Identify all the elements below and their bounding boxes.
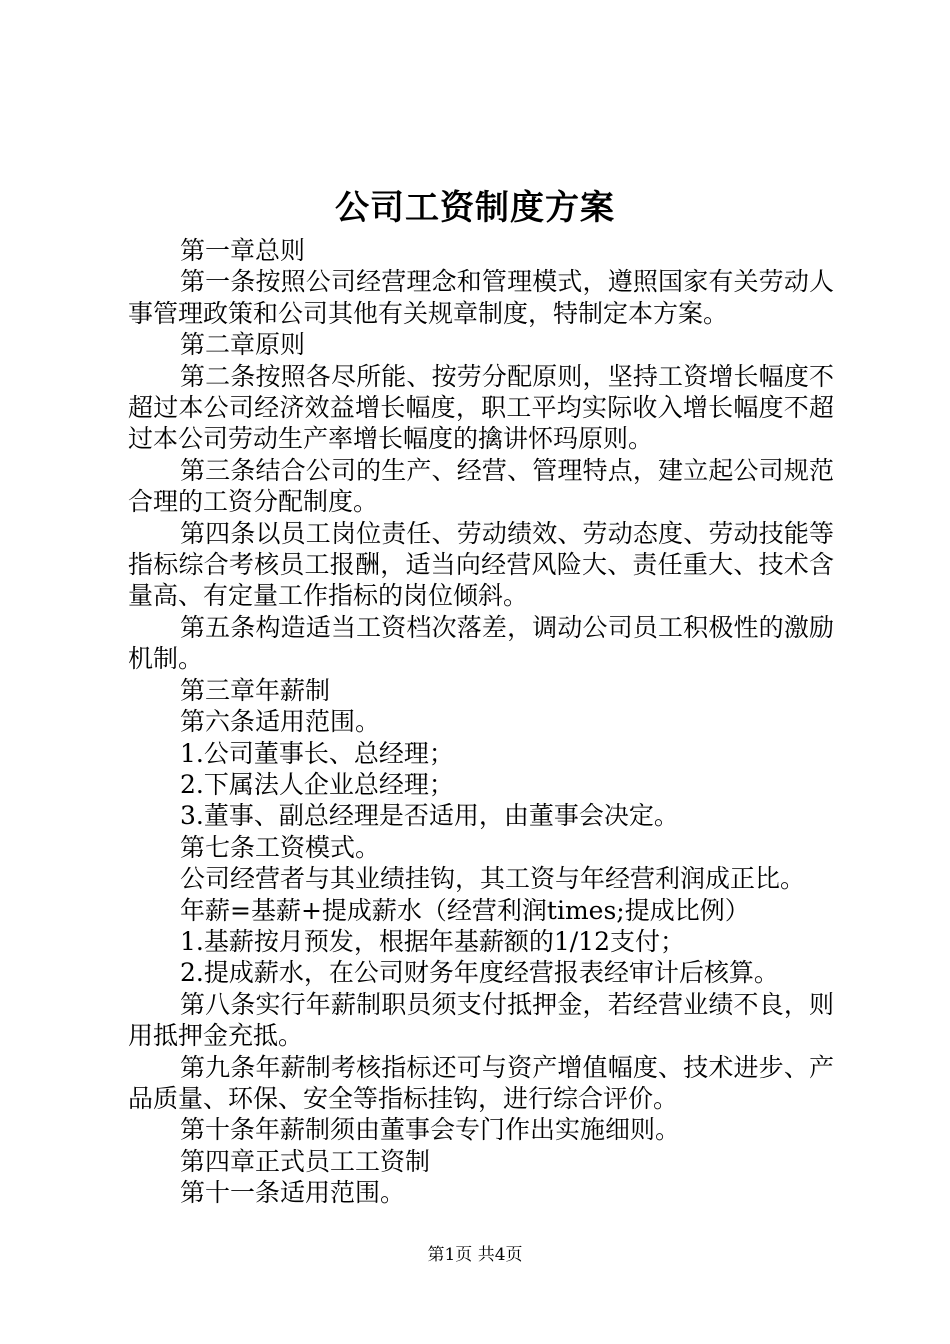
article-paragraph: 第六条适用范围。 bbox=[180, 707, 381, 737]
article-paragraph: 第七条工资模式。 bbox=[180, 832, 381, 862]
chapter-heading: 第二章原则 bbox=[180, 330, 306, 360]
article-paragraph: 第四条以员工岗位责任、劳动绩效、劳动态度、劳动技能等指标综合考核员工报酬，适当向经营风险大、责任重大、技术含量高、有定量工作指标的岗位倾斜。 bbox=[128, 518, 834, 611]
article-paragraph: 第二条按照各尽所能、按劳分配原则，坚持工资增长幅度不超过本公司经济效益增长幅度，职工平均实际收入增长幅度不超过本公司劳动生产率增长幅度的擒讲怀玛原则。 bbox=[128, 361, 834, 454]
list-item: 1.基薪按月预发，根据年基薪额的1/12支付； bbox=[180, 926, 685, 956]
list-item: 1.公司董事长、总经理； bbox=[180, 738, 454, 768]
article-paragraph: 第十条年薪制须由董事会专门作出实施细则。 bbox=[180, 1115, 681, 1145]
chapter-heading: 第三章年薪制 bbox=[180, 675, 331, 705]
article-paragraph: 第十一条适用范围。 bbox=[180, 1178, 406, 1208]
chapter-heading: 第一章总则 bbox=[180, 236, 306, 265]
page-number-footer: 第1页 共4页 bbox=[427, 1245, 523, 1265]
list-item: 2.提成薪水，在公司财务年度经营报表经审计后核算。 bbox=[180, 958, 779, 988]
article-paragraph: 第三条结合公司的生产、经营、管理特点，建立起公司规范合理的工资分配制度。 bbox=[128, 455, 834, 517]
article-paragraph: 第八条实行年薪制职员须支付抵押金，若经营业绩不良，则用抵押金充抵。 bbox=[128, 989, 834, 1051]
article-paragraph: 第九条年薪制考核指标还可与资产增值幅度、技术进步、产品质量、环保、安全等指标挂钩，进行综合评价。 bbox=[128, 1052, 834, 1113]
formula-line: 年薪=基薪+提成薪水（经营利润times;提成比例） bbox=[180, 895, 750, 925]
article-paragraph: 公司经营者与其业绩挂钩，其工资与年经营利润成正比。 bbox=[180, 864, 806, 894]
document-body bbox=[128, 235, 834, 1209]
article-paragraph: 第一条按照公司经营理念和管理模式，遵照国家有关劳动人事管理政策和公司其他有关规章制度，特制定本方案。 bbox=[128, 267, 834, 328]
list-item: 2.下属法人企业总经理； bbox=[180, 769, 454, 799]
article-paragraph: 第五条构造适当工资档次落差，调动公司员工积极性的激励机制。 bbox=[128, 612, 834, 674]
list-item: 3.董事、副总经理是否适用，由董事会决定。 bbox=[180, 801, 679, 831]
chapter-heading: 第四章正式员工工资制 bbox=[180, 1146, 431, 1176]
document-title: 公司工资制度方案 bbox=[335, 188, 615, 228]
